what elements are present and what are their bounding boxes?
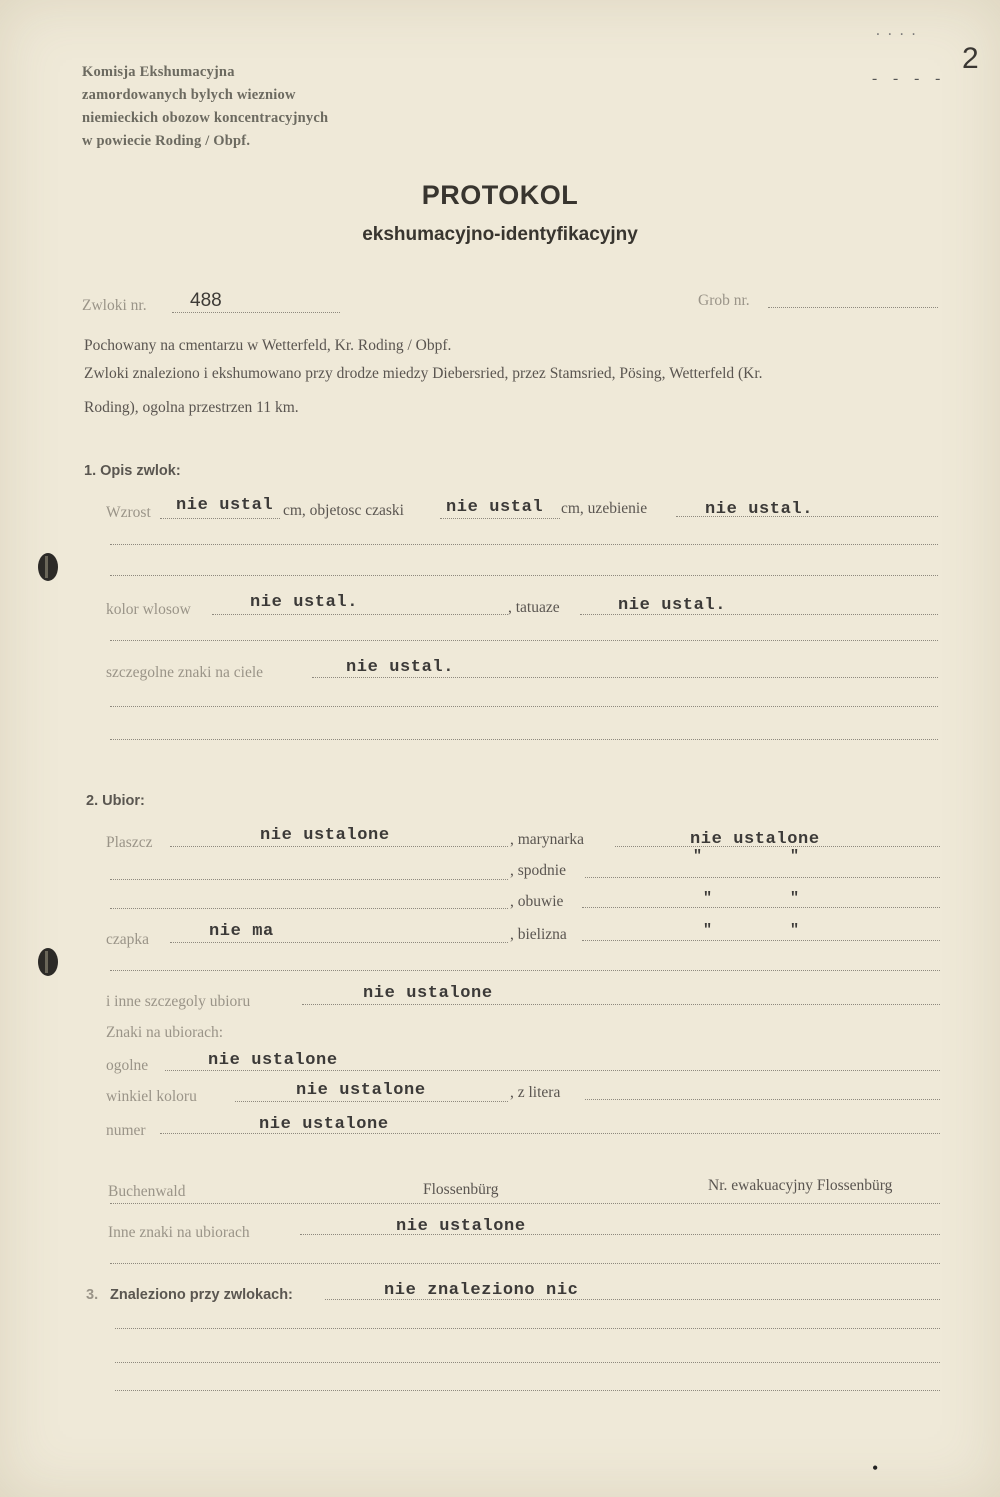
general-marks-label: ogolne <box>106 1057 149 1074</box>
ditto-mark-1b: " <box>790 848 800 865</box>
blank-line-1e <box>110 739 938 740</box>
hair-line <box>212 614 508 615</box>
underwear-label: , bielizna <box>510 926 567 943</box>
height-value: nie ustal <box>176 496 274 515</box>
blank-line-1d <box>110 706 938 707</box>
triangle-color-line <box>235 1101 508 1102</box>
shoes-label: , obuwie <box>510 893 564 910</box>
trousers-line <box>585 877 940 878</box>
commission-line-1: Komisja Ekshumacyjna <box>82 64 235 80</box>
body-marks-label: szczegolne znaki na ciele <box>106 664 264 681</box>
ditto-mark-2b: " <box>790 890 800 907</box>
camp-numbers-line <box>110 1203 940 1204</box>
coat-line <box>170 846 508 847</box>
punch-hole-top <box>38 553 58 581</box>
tattoo-value: nie ustal. <box>618 596 727 615</box>
other-clothing-marks-value: nie ustalone <box>396 1217 526 1236</box>
ditto-mark-1a: " <box>693 848 703 865</box>
letter-label: , z litera <box>510 1084 561 1101</box>
corner-marks: .... <box>876 22 924 39</box>
other-clothing-marks-label: Inne znaki na ubiorach <box>108 1224 250 1241</box>
section-3-number: 3. <box>86 1287 99 1303</box>
other-details-value: nie ustalone <box>363 984 493 1003</box>
height-line <box>160 518 280 519</box>
shoes-line <box>582 907 940 908</box>
section-2-heading: 2. Ubior: <box>86 793 145 809</box>
section-3-heading: Znaleziono przy zwlokach: <box>110 1287 293 1303</box>
skull-value: nie ustal <box>446 498 544 517</box>
general-marks-value: nie ustalone <box>208 1051 338 1070</box>
triangle-color-value: nie ustalone <box>296 1081 426 1100</box>
number-value: nie ustalone <box>259 1115 389 1134</box>
blank-line-3b <box>115 1362 940 1363</box>
commission-line-3: niemieckich obozow koncentracyjnych <box>82 110 329 126</box>
cap-line <box>170 942 508 943</box>
jacket-label: , marynarka <box>510 831 585 848</box>
blank-line-2a <box>110 970 940 971</box>
buchenwald-label: Buchenwald <box>108 1183 186 1200</box>
corpse-number-value: 488 <box>190 290 222 311</box>
trousers-left-line <box>110 879 508 880</box>
tattoo-label: , tatuaze <box>508 599 560 616</box>
punch-hole-bottom <box>38 948 58 976</box>
ink-dot: • <box>872 1458 879 1478</box>
underwear-line <box>582 940 940 941</box>
commission-line-2: zamordowanych bylych wiezniow <box>82 87 296 103</box>
cap-value: nie ma <box>209 922 274 941</box>
blank-line-1b <box>110 575 938 576</box>
clothing-marks-heading: Znaki na ubiorach: <box>106 1024 224 1041</box>
number-label: numer <box>106 1122 146 1139</box>
document-title: PROTOKOL <box>421 180 579 210</box>
ditto-mark-3b: " <box>790 922 800 939</box>
evacuation-number-label: Nr. ewakuacyjny Flossenbürg <box>708 1177 893 1194</box>
flossenburg-label: Flossenbürg <box>423 1181 499 1198</box>
corpse-number-label: Zwloki nr. <box>82 297 147 314</box>
coat-label: Plaszcz <box>106 834 153 851</box>
corner-dashes: - - - - <box>872 70 947 87</box>
trousers-label: , spodnie <box>510 862 566 879</box>
ditto-mark-2a: " <box>703 890 713 907</box>
document-subtitle: ekshumacyjno-identyfikacyjny <box>362 224 638 245</box>
shoes-left-line <box>110 908 508 909</box>
blank-line-1c <box>110 640 938 641</box>
jacket-value: nie ustalone <box>690 830 820 849</box>
general-marks-line <box>165 1070 940 1071</box>
height-unit-label: cm, objetosc czaski <box>283 502 404 519</box>
letter-line <box>585 1099 940 1100</box>
blank-line-2b <box>110 1263 940 1264</box>
burial-line-1: Pochowany na cmentarzu w Wetterfeld, Kr. Roding / Obpf. <box>84 337 452 354</box>
hair-label: kolor wlosow <box>106 601 191 618</box>
other-details-label: i inne szczegoly ubioru <box>106 993 251 1010</box>
commission-line-4: w powiecie Roding / Obpf. <box>82 133 251 149</box>
skull-unit-label: cm, uzebienie <box>561 500 648 517</box>
blank-line-3a <box>115 1328 940 1329</box>
corpse-number-line <box>172 312 340 313</box>
body-marks-line <box>312 677 938 678</box>
body-marks-value: nie ustal. <box>346 658 455 677</box>
page-number: 2 <box>962 42 979 75</box>
hair-value: nie ustal. <box>250 593 359 612</box>
blank-line-3c <box>115 1390 940 1391</box>
skull-line <box>440 518 560 519</box>
section-1-heading: 1. Opis zwlok: <box>84 463 181 479</box>
blank-line-1a <box>110 544 938 545</box>
burial-line-3: Roding), ogolna przestrzen 11 km. <box>84 399 299 416</box>
burial-line-2: Zwloki znaleziono i ekshumowano przy drodze miedzy Diebersried, przez Stamsried, Pösing, Wetterfeld (Kr. <box>84 365 763 382</box>
other-details-line <box>302 1004 940 1005</box>
grave-number-line <box>768 307 938 308</box>
coat-value: nie ustalone <box>260 826 390 845</box>
found-items-value: nie znaleziono nic <box>384 1281 579 1300</box>
cap-label: czapka <box>106 931 150 948</box>
height-label: Wzrost <box>106 504 151 521</box>
grave-number-label: Grob nr. <box>698 292 750 309</box>
ditto-mark-3a: " <box>703 922 713 939</box>
teeth-value: nie ustal. <box>705 500 814 519</box>
triangle-color-label: winkiel koloru <box>106 1088 197 1105</box>
